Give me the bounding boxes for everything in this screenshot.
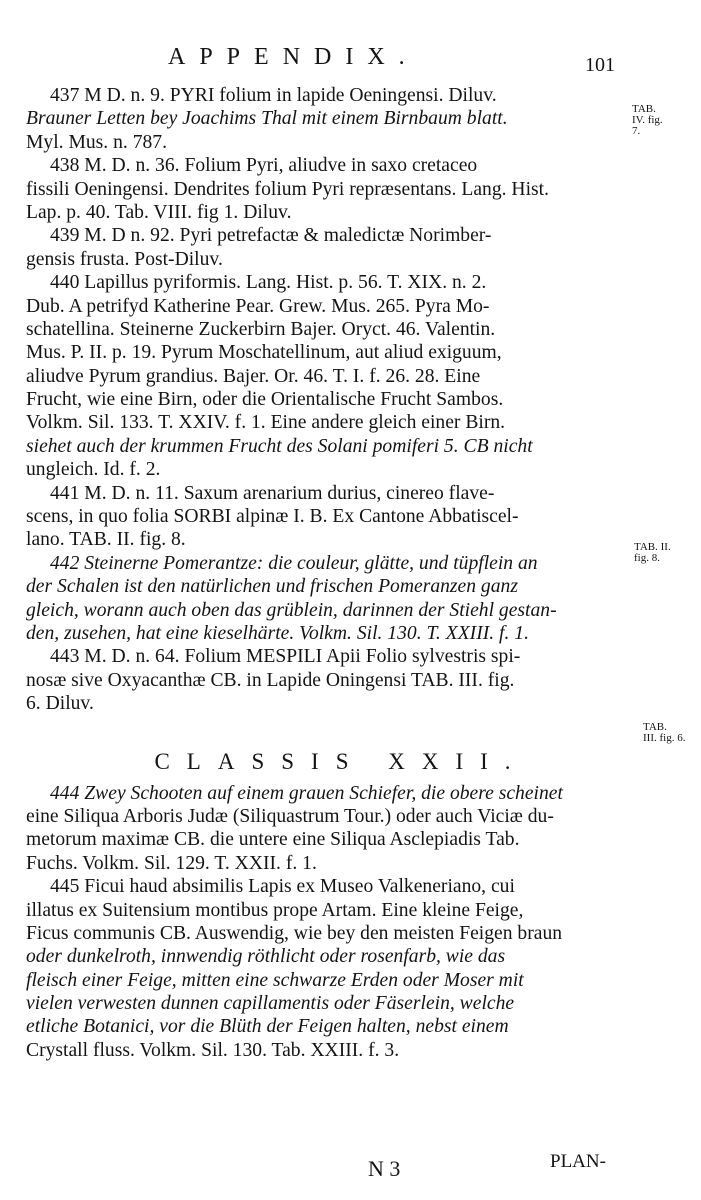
text-line: 438 M. D. n. 36. Folium Pyri, aliudve in saxo cretaceo [50,155,478,177]
text-line: ungleich. Id. f. 2. [26,459,161,481]
margin-note-line: TAB. [632,103,656,115]
section-gap [26,716,626,742]
text-line: nosæ sive Oxyacanthæ CB. in Lapide Oningensi TAB. III. fig. [26,669,515,691]
text-line: den, zusehen, hat eine kieselhärte. Volkm. Sil. 130. T. XXIII. f. 1. [26,622,529,644]
margin-note-line: 7. [632,125,641,137]
text-line: 440 Lapillus pyriformis. Lang. Hist. p. 56. T. XIX. n. 2. [50,272,487,294]
text-line: oder dunkelroth, innwendig röthlicht oder rosenfarb, wie das [26,946,506,968]
text-line: 439 M. D n. 92. Pyri petrefactæ & maledictæ Norimber- [50,225,492,247]
text-line: 444 Zwey Schooten auf einem grauen Schiefer, die obere scheinet [50,782,563,804]
text-line: Crystall fluss. Volkm. Sil. 130. Tab. XXIII. f. 3. [26,1039,400,1061]
text-line: gensis frusta. Post-Diluv. [26,248,223,270]
signature-mark: N 3 [368,1156,401,1181]
text-section-2 [26,782,626,1063]
text-line: 6. Diluv. [26,693,94,715]
text-line: vielen verwesten dunnen capillamentis oder Fäserlein, welche [26,993,515,1015]
text-line: 442 Steinerne Pomerantze: die couleur, glätte, und tüpflein an [50,552,538,574]
text-line: 441 M. D. n. 11. Saxum arenarium durius, cinereo flave- [50,482,495,504]
text-line: etliche Botanici, vor die Blüth der Feigen halten, nebst einem [26,1016,509,1038]
text-line: lano. TAB. II. fig. 8. [26,529,186,551]
margin-note-line: fig. 8. [634,552,660,564]
text-line: scens, in quo folia SORBI alpinæ I. B. Ex Cantone Abbatiscel- [26,506,519,528]
margin-note-line: IV. fig. [632,114,663,126]
margin-note-line: III. fig. 6. [643,732,686,744]
text-line: Mus. P. II. p. 19. Pyrum Moschatellinum, aut aliud exiguum, [26,342,502,364]
margin-note-line: TAB. II. [634,541,671,553]
text-line: Myl. Mus. n. 787. [26,131,167,153]
text-line: 443 M. D. n. 64. Folium MESPILI Apii Folio sylvestris spi- [50,646,521,668]
text-line: gleich, worann auch oben das grüblein, darinnen der Stiehl gestan- [26,599,557,621]
text-line: Volkm. Sil. 133. T. XXIV. f. 1. Eine andere gleich einer Birn. [26,412,506,434]
text-line: Frucht, wie eine Birn, oder die Orientalische Frucht Sambos. [26,389,504,411]
text-line: eine Siliqua Arboris Judæ (Siliquastrum Tour.) oder auch Viciæ du- [26,805,554,827]
text-line: 437 M D. n. 9. PYRI folium in lapide Oeningensi. Diluv. [50,85,497,106]
text-line: Brauner Letten bey Joachims Thal mit einem Birnbaum blatt. [26,108,508,130]
margin-note-line: TAB. [643,721,667,733]
text-line: fissili Oeningensi. Dendrites folium Pyri repræsentans. Lang. Hist. [26,178,549,200]
page-number: 101 [585,54,615,76]
text-line: Lap. p. 40. Tab. VIII. fig 1. Diluv. [26,201,292,223]
text-section-1 [26,84,626,716]
catchword: PLAN- [550,1151,606,1172]
text-line: der Schalen ist den natürlichen und frischen Pomeranzen ganz [26,576,518,598]
text-line: Ficus communis CB. Auswendig, wie bey den meisten Feigen braun [26,922,563,944]
text-line: fleisch einer Feige, mitten eine schwarze Erden oder Moser mit [26,969,524,991]
text-line: siehet auch der krummen Frucht des Solani pomiferi 5. CB nicht [26,435,533,457]
text-line: aliudve Pyrum grandius. Bajer. Or. 46. T. I. f. 26. 28. Eine [26,365,481,387]
text-line: Dub. A petrifyd Katherine Pear. Grew. Mus. 265. Pyra Mo- [26,295,490,317]
text-line: schatellina. Steinerne Zuckerbirn Bajer. Oryct. 46. Valentin. [26,318,496,340]
margin-note-tab-iv [632,104,663,137]
text-line: metorum maximæ CB. die untere eine Siliqua Asclepiadis Tab. [26,829,520,851]
classis-heading: CLASSIS XXII. [154,748,528,774]
text-block [26,84,626,1062]
text-line: 445 Ficui haud absimilis Lapis ex Museo Valkeneriano, cui [50,876,515,898]
text-line: Fuchs. Volkm. Sil. 129. T. XXII. f. 1. [26,852,317,874]
margin-note-tab-ii [634,542,671,564]
margin-note-tab-iii [643,722,685,744]
text-line: illatus ex Suitensium montibus prope Artam. Eine kleine Feige, [26,899,524,921]
running-head: APPENDIX. [168,44,419,70]
